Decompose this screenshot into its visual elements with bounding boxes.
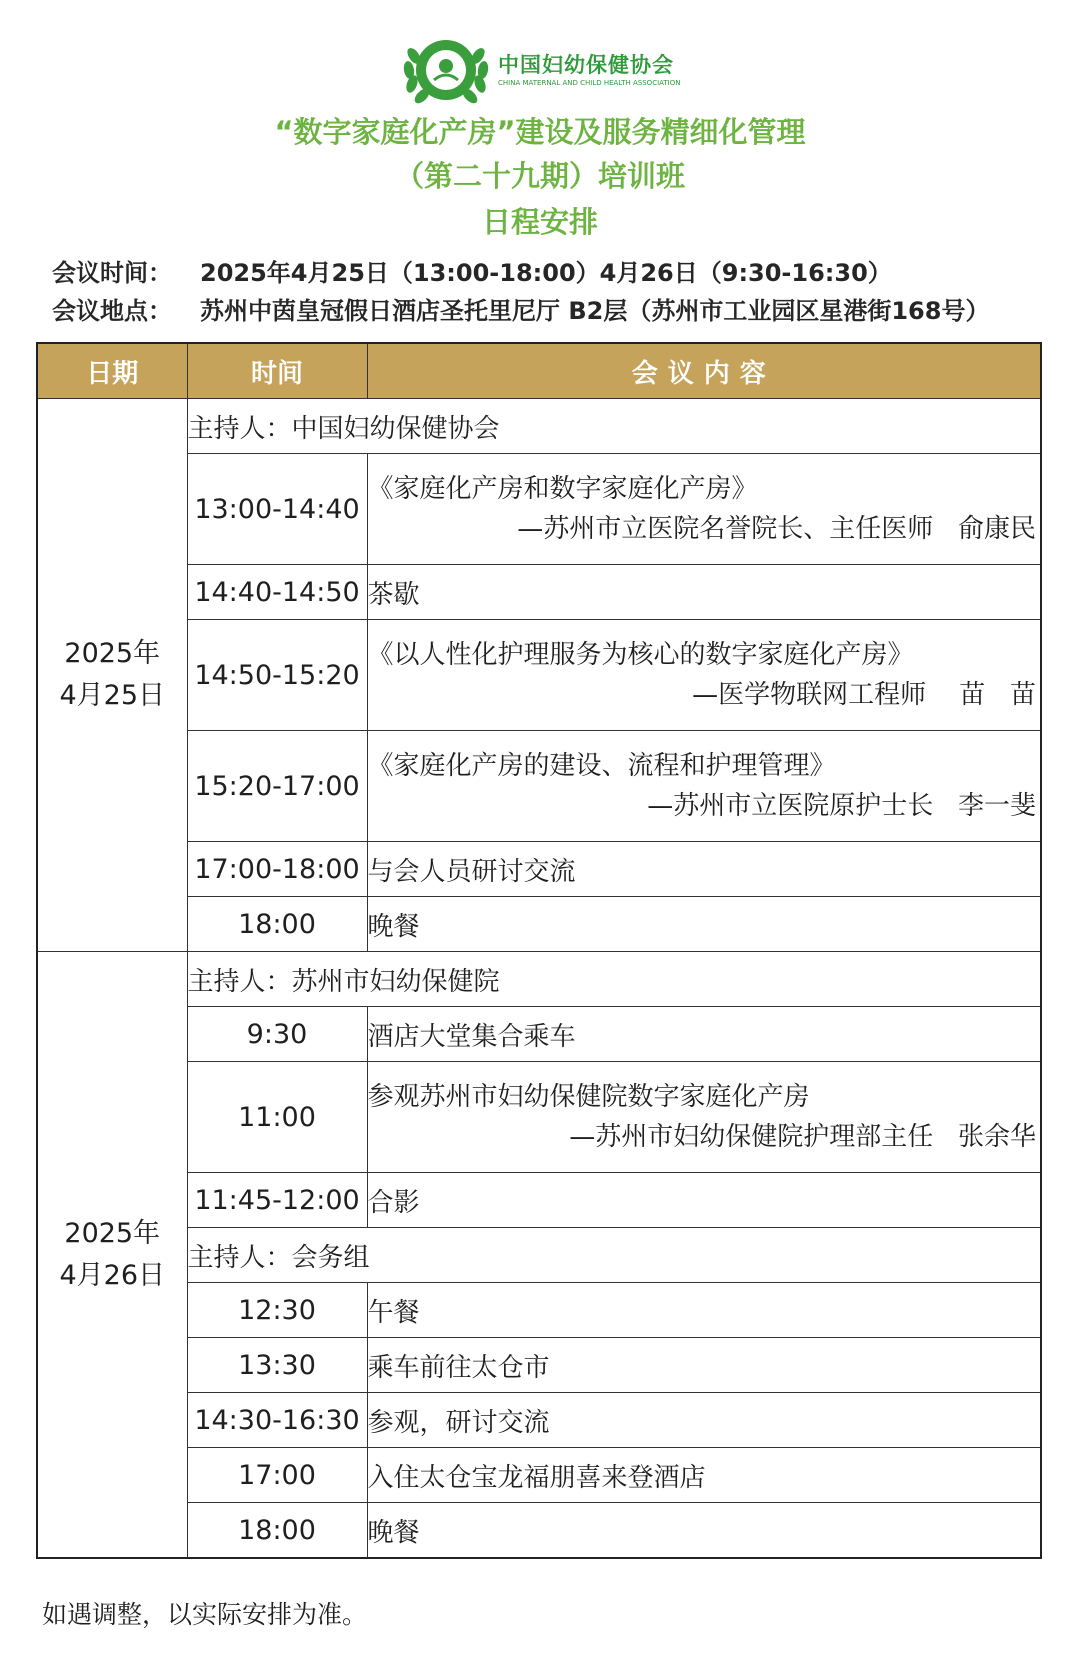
header-content: 会议内容 bbox=[367, 343, 1041, 399]
content-cell bbox=[367, 620, 1041, 731]
emblem-icon bbox=[400, 30, 492, 110]
day1-date bbox=[37, 399, 187, 952]
day2-date bbox=[37, 952, 187, 1559]
table-row bbox=[37, 1228, 1041, 1283]
table-header-row bbox=[37, 343, 1041, 399]
meeting-place-label: 会议地点： bbox=[52, 297, 172, 325]
day2-host: 主持人：苏州市妇幼保健院 bbox=[187, 952, 1041, 1007]
content-cell bbox=[367, 731, 1041, 842]
time-cell: 14:50-15:20 bbox=[187, 620, 367, 731]
table-row bbox=[37, 565, 1041, 620]
session-speaker: —医学物联网工程师 苗 苗 bbox=[692, 680, 1036, 710]
table-row bbox=[37, 1007, 1041, 1062]
day1-date-year: 2025年 bbox=[64, 638, 161, 669]
table-row bbox=[37, 1283, 1041, 1338]
session-speaker: —苏州市立医院原护士长 李一斐 bbox=[647, 791, 1036, 821]
session-title: 参观苏州市妇幼保健院数字家庭化产房 bbox=[367, 1082, 810, 1112]
table-row bbox=[37, 620, 1041, 731]
table-row bbox=[37, 1503, 1041, 1559]
content-cell: 参观，研讨交流 bbox=[367, 1393, 1041, 1448]
day1-date-day: 4月25日 bbox=[59, 680, 166, 711]
content-cell: 晚餐 bbox=[367, 897, 1041, 952]
time-cell: 11:00 bbox=[187, 1062, 367, 1173]
header-time: 时间 bbox=[187, 343, 367, 399]
time-cell: 15:20-17:00 bbox=[187, 731, 367, 842]
day2-date-year: 2025年 bbox=[64, 1217, 161, 1249]
content-cell: 合影 bbox=[367, 1173, 1041, 1228]
meeting-time-value: 2025年4月25日（13:00-18:00）4月26日（9:30-16:30） bbox=[200, 259, 892, 287]
page-title-line3: 日程安排 bbox=[481, 205, 598, 239]
content-cell: 晚餐 bbox=[367, 1503, 1041, 1559]
table-row bbox=[37, 454, 1041, 565]
day2-host-2: 主持人：会务组 bbox=[187, 1228, 1041, 1283]
table-row bbox=[37, 399, 1041, 454]
meeting-time bbox=[52, 256, 892, 290]
content-cell: 酒店大堂集合乘车 bbox=[367, 1007, 1041, 1062]
association-name-cn: 中国妇幼保健协会 bbox=[498, 53, 674, 77]
time-cell: 17:00 bbox=[187, 1448, 367, 1503]
content-cell: 乘车前往太仓市 bbox=[367, 1338, 1041, 1393]
time-cell: 13:00-14:40 bbox=[187, 454, 367, 565]
time-cell: 9:30 bbox=[187, 1007, 367, 1062]
content-cell: 与会人员研讨交流 bbox=[367, 842, 1041, 897]
time-cell: 13:30 bbox=[187, 1338, 367, 1393]
table-row bbox=[37, 1173, 1041, 1228]
association-logo bbox=[400, 30, 680, 110]
session-title: 《家庭化产房的建设、流程和护理管理》 bbox=[367, 751, 836, 781]
meeting-place bbox=[52, 294, 989, 328]
content-cell bbox=[367, 1062, 1041, 1173]
time-cell: 18:00 bbox=[187, 1503, 367, 1559]
table-row bbox=[37, 731, 1041, 842]
session-speaker: —苏州市立医院名誉院长、主任医师 俞康民 bbox=[517, 514, 1036, 544]
time-cell: 12:30 bbox=[187, 1283, 367, 1338]
schedule-table bbox=[36, 342, 1042, 1559]
session-speaker: —苏州市妇幼保健院护理部主任 张余华 bbox=[569, 1122, 1036, 1152]
page-title-line2: （第二十九期）培训班 bbox=[394, 159, 685, 193]
page-title-line1: “数字家庭化产房”建设及服务精细化管理 bbox=[274, 115, 806, 149]
content-cell: 入住太仓宝龙福朋喜来登酒店 bbox=[367, 1448, 1041, 1503]
day1-host: 主持人：中国妇幼保健协会 bbox=[187, 399, 1041, 454]
time-cell: 14:40-14:50 bbox=[187, 565, 367, 620]
table-row bbox=[37, 897, 1041, 952]
content-cell: 午餐 bbox=[367, 1283, 1041, 1338]
table-row bbox=[37, 1338, 1041, 1393]
table-row bbox=[37, 1062, 1041, 1173]
content-cell: 茶歇 bbox=[367, 565, 1041, 620]
association-name-en: CHINA MATERNAL AND CHILD HEALTH ASSOCIATION bbox=[498, 79, 681, 87]
header-date: 日期 bbox=[37, 343, 187, 399]
session-title: 《以人性化护理服务为核心的数字家庭化产房》 bbox=[367, 640, 914, 670]
table-row bbox=[37, 1393, 1041, 1448]
meeting-time-label: 会议时间： bbox=[52, 259, 172, 287]
time-cell: 18:00 bbox=[187, 897, 367, 952]
table-row bbox=[37, 952, 1041, 1007]
meeting-place-value: 苏州中茵皇冠假日酒店圣托里尼厅 B2层（苏州市工业园区星港街168号） bbox=[200, 297, 990, 325]
session-title: 《家庭化产房和数字家庭化产房》 bbox=[367, 474, 758, 504]
content-cell bbox=[367, 454, 1041, 565]
time-cell: 17:00-18:00 bbox=[187, 842, 367, 897]
time-cell: 11:45-12:00 bbox=[187, 1173, 367, 1228]
table-row bbox=[37, 842, 1041, 897]
table-row bbox=[37, 1448, 1041, 1503]
time-cell: 14:30-16:30 bbox=[187, 1393, 367, 1448]
day2-date-day: 4月26日 bbox=[59, 1259, 166, 1291]
adjustment-note: 如遇调整，以实际安排为准。 bbox=[42, 1600, 368, 1629]
